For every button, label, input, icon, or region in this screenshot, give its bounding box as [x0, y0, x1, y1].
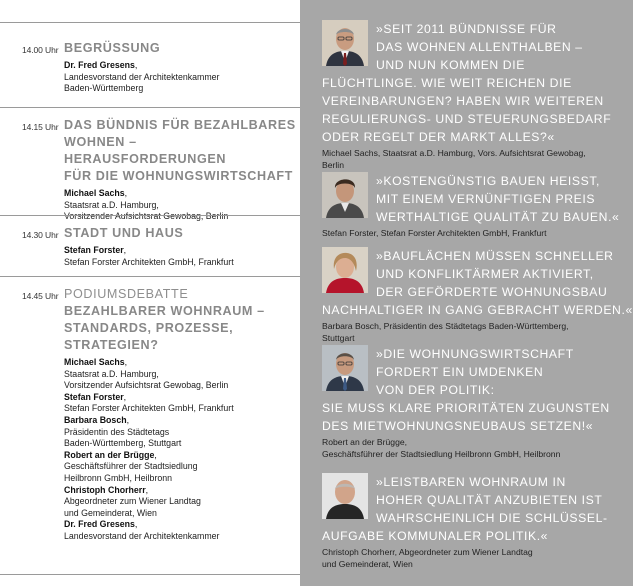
quote-text: »LEISTBAREN WOHNRAUM IN HOHER QUALITÄT ANZUBIETEN IST WAHRSCHEINLICH DIE SCHLÜSSEL- AUFGABE KOMMUNALER POLITIK.«: [322, 475, 608, 543]
portrait-photo: [322, 247, 368, 293]
divider: [0, 22, 300, 23]
speaker-name: Robert an der Brügge,: [64, 449, 157, 460]
speaker-name: Dr. Fred Gresens,: [64, 60, 138, 70]
quote-attribution: Robert an der Brügge, Geschäftsführer der Stadtsiedlung Heilbronn GmbH, Heilbronn: [322, 437, 561, 459]
item-kicker: PODIUMSDEBATTE: [64, 287, 189, 301]
portrait-photo: [322, 20, 368, 66]
quote-sachs: [322, 20, 612, 171]
quote-attribution: Michael Sachs, Staatsrat a.D. Hamburg, Vors. Aufsichtsrat Gewobag, Berlin: [322, 148, 586, 170]
speaker-role: Stefan Forster Architekten GmbH, Frankfurt: [64, 256, 234, 267]
portrait-photo: [322, 345, 368, 391]
speaker-role: Landesvorstand der Architektenkammer: [64, 71, 220, 82]
speaker-name: Christoph Chorherr,: [64, 484, 149, 495]
quote-bosch: [322, 247, 633, 344]
speaker-role: Präsidentin des Städtetags: [64, 426, 170, 437]
quote-attribution: Stefan Forster, Stefan Forster Architekten GmbH, Frankfurt: [322, 228, 547, 238]
speaker-name: Stefan Forster,: [64, 391, 127, 402]
speaker-name: Michael Sachs,: [64, 357, 128, 367]
speaker-role: Vorsitzender Aufsichtsrat Gewobag, Berlin: [64, 380, 229, 391]
speaker-role: und Gemeinderat, Wien: [64, 507, 157, 518]
quote-text: »KOSTENGÜNSTIG BAUEN HEISST, MIT EINEM VERNÜNFTIGEN PREIS WERTHALTIGE QUALITÄT ZU BAUEN.«: [376, 174, 620, 224]
speaker-role: Stefan Forster Architekten GmbH, Frankfurt: [64, 403, 234, 414]
quote-text: »DIE WOHNUNGSWIRTSCHAFT FORDERT EIN UMDENKEN VON DER POLITIK: SIE MUSS KLARE PRIORITÄTEN ZUGUNSTEN DES MIETWOHNUNGSNEUBAUS SETZEN!«: [322, 347, 610, 433]
time-label: 14.15 Uhr: [22, 122, 59, 132]
quote-bruegge: [322, 345, 610, 460]
quote-attribution: Christoph Chorherr, Abgeordneter zum Wiener Landtag und Gemeinderat, Wien: [322, 547, 533, 569]
time-label: 14.00 Uhr: [22, 45, 59, 55]
divider: [0, 215, 300, 216]
speaker-role: Vorsitzender Aufsichtsrat Gewobag, Berlin: [64, 211, 229, 222]
program-panel: [0, 0, 300, 586]
time-label: 14.30 Uhr: [22, 230, 59, 240]
quote-chorherr: [322, 473, 608, 570]
divider: [0, 276, 300, 277]
item-title: BEGRÜSSUNG: [64, 41, 161, 55]
speaker-role: Landesvorstand der Architektenkammer: [64, 530, 220, 541]
quote-text: »SEIT 2011 BÜNDNISSE FÜR DAS WOHNEN ALLENTHALBEN – UND NUN KOMMEN DIE FLÜCHTLINGE. WIE WEIT REICHEN DIE VEREINBARUNGEN? HABEN WIR WEITEREN REGULIERUNGS- UND STEUERUNGSBEDARF ODER REGELT DER MARKT ALLES?«: [322, 22, 612, 144]
speaker-role: Baden-Württemberg, Stuttgart: [64, 438, 182, 449]
item-title: BEZAHLBARER WOHNRAUM – STANDARDS, PROZESSE, STRATEGIEN?: [64, 304, 265, 352]
speaker-name: Stefan Forster,: [64, 245, 127, 255]
speaker-role: Staatsrat a.D. Hamburg,: [64, 199, 159, 210]
quote-forster: [322, 172, 620, 240]
portrait-photo: [322, 172, 368, 218]
speaker-role: Staatsrat a.D. Hamburg,: [64, 368, 159, 379]
divider: [0, 107, 300, 108]
item-title: STADT UND HAUS: [64, 226, 184, 240]
time-label: 14.45 Uhr: [22, 291, 59, 301]
speaker-name: Dr. Fred Gresens,: [64, 519, 138, 530]
speaker-role: Abgeordneter zum Wiener Landtag: [64, 496, 201, 507]
divider: [0, 574, 300, 575]
portrait-photo: [322, 473, 368, 519]
speaker-role: Geschäftsführer der Stadtsiedlung: [64, 461, 198, 472]
speaker-role: Baden-Württemberg: [64, 83, 144, 94]
speaker-role: Heilbronn GmbH, Heilbronn: [64, 472, 173, 483]
item-title: DAS BÜNDNIS FÜR BEZAHLBARES WOHNEN – HERAUSFORDERUNGEN FÜR DIE WOHNUNGSWIRTSCHAFT: [64, 118, 296, 183]
quote-text: »BAUFLÄCHEN MÜSSEN SCHNELLER UND KONFLIKTÄRMER AKTIVIERT, DER GEFÖRDERTE WOHNUNGSBAU NACHHALTIGER IN GANG GEBRACHT WERDEN.«: [322, 249, 633, 317]
quote-attribution: Barbara Bosch, Präsidentin des Städtetags Baden-Württemberg, Stuttgart: [322, 321, 569, 343]
speaker-name: Michael Sachs,: [64, 188, 128, 198]
speaker-name: Barbara Bosch,: [64, 414, 130, 425]
